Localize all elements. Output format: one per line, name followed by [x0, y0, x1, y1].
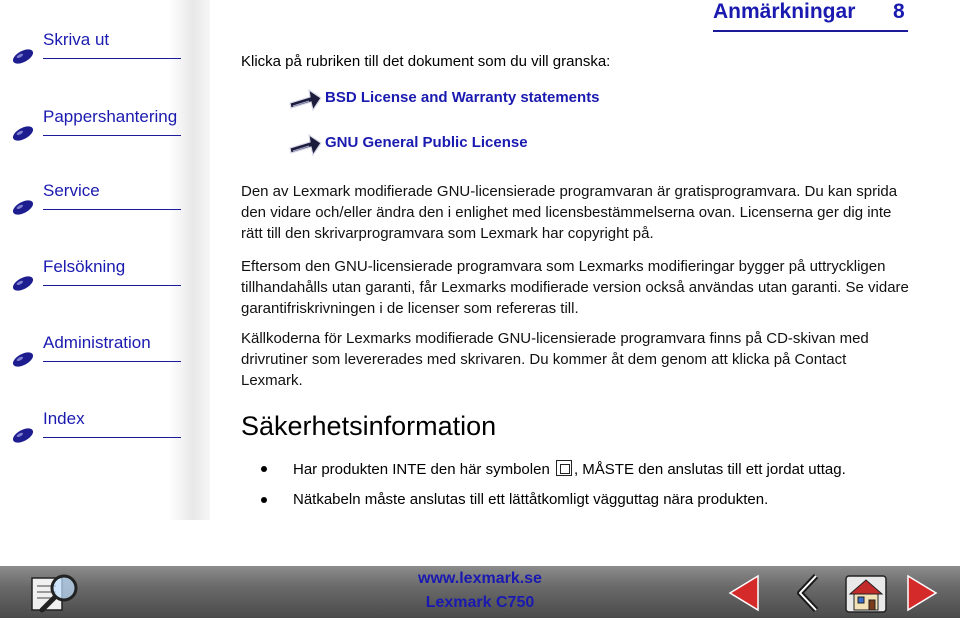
- bsd-license-link[interactable]: [287, 86, 687, 116]
- nav-item-label: Index: [43, 409, 85, 428]
- nav-underline: [43, 209, 181, 210]
- nav-underline: [43, 58, 181, 59]
- nav-item-label: Pappershantering: [43, 107, 178, 126]
- list-item-text: Nätkabeln måste anslutas till ett lättåtkomligt vägguttag nära produkten.: [293, 491, 769, 508]
- gnu-info-paragraph: Den av Lexmark modifierade GNU-licensierade programvaran är gratisprogramvara. Du kan sprida den vidare och/eller ändra den i enlighet med licensbestämmelserna ovan. Licenserna ger dig inte rätt till den skrivarprogramvara som Lexmark har copyright på.: [241, 183, 898, 242]
- nav-item-pappershantering[interactable]: [0, 107, 185, 147]
- page-number: 8: [893, 0, 905, 23]
- footer-toolbar: [0, 566, 960, 618]
- magnifier-icon[interactable]: [30, 572, 86, 614]
- nav-underline: [43, 437, 181, 438]
- nav-item-administration[interactable]: [0, 333, 185, 373]
- nav-item-label: Service: [43, 181, 100, 200]
- nav-item-skriva-ut[interactable]: [0, 30, 185, 70]
- list-item: [261, 460, 846, 478]
- section-heading: Säkerhetsinformation: [241, 411, 497, 441]
- gnu-gpl-link[interactable]: [287, 131, 607, 161]
- triangle-right-icon[interactable]: [904, 572, 940, 614]
- nav-item-label: Felsökning: [43, 257, 126, 276]
- footer-url: www.lexmark.se: [418, 570, 542, 587]
- nav-underline: [43, 135, 181, 136]
- oval-bullet-icon: [11, 349, 36, 369]
- oval-bullet-icon: [11, 273, 36, 293]
- oval-bullet-icon: [11, 197, 36, 217]
- oval-bullet-icon: [11, 46, 36, 66]
- footer-product: Lexmark C750: [425, 594, 535, 611]
- home-icon[interactable]: [842, 572, 890, 614]
- arrow-link-icon: [287, 86, 323, 114]
- page-title: Anmärkningar: [713, 0, 856, 23]
- header-divider: [713, 30, 908, 32]
- oval-bullet-icon: [11, 425, 36, 445]
- source-code-paragraph: Källkoderna för Lexmarks modifierade GNU-licensierade programvara finns på CD-skivan med drivrutiner som levererades med skrivaren. Du kommer åt dem genom att klicka på Contact Lexmark.: [241, 330, 869, 389]
- list-item-text: Har produkten INTE den här symbolen: [293, 461, 550, 478]
- warranty-paragraph: Eftersom den GNU-licensierade programvara som Lexmarks modifieringar bygger på uttryckligen tillhandahålls utan garanti, får Lexmarks modifierade version också användas utan garanti. Se vidare garantifriskrivningen i de licenser som refereras till.: [241, 258, 909, 317]
- nav-item-felsokning[interactable]: [0, 257, 185, 297]
- nav-item-index[interactable]: [0, 409, 185, 449]
- nav-item-label: Administration: [43, 333, 151, 352]
- double-square-icon: [556, 460, 572, 476]
- link-label: GNU General Public License: [325, 134, 528, 151]
- nav-item-service[interactable]: [0, 181, 185, 221]
- nav-underline: [43, 285, 181, 286]
- list-item-text: , MÅSTE den anslutas till ett jordat uttag.: [573, 461, 846, 478]
- nav-item-label: Skriva ut: [43, 30, 110, 49]
- sidebar-navigation: [0, 0, 210, 520]
- intro-text: Klicka på rubriken till det dokument som du vill granska:: [241, 53, 611, 70]
- safety-list: [261, 460, 846, 508]
- nav-underline: [43, 361, 181, 362]
- oval-bullet-icon: [11, 123, 36, 143]
- triangle-left-icon[interactable]: [726, 572, 762, 614]
- list-item: [261, 491, 846, 508]
- arrow-link-icon: [287, 131, 323, 159]
- link-label: BSD License and Warranty statements: [325, 89, 600, 106]
- back-arrow-icon[interactable]: [790, 572, 826, 614]
